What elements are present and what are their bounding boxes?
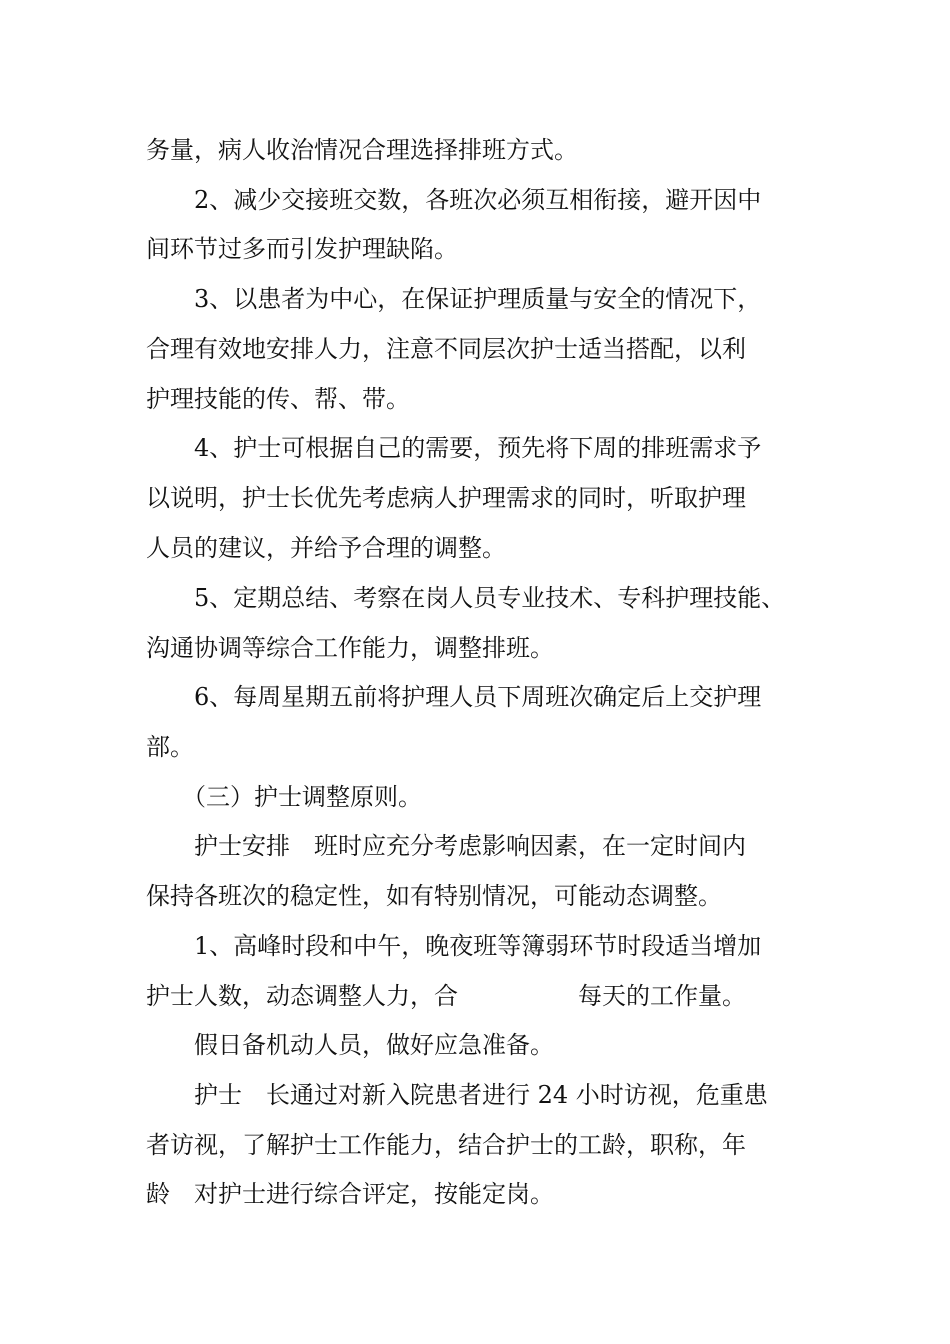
text-line: 护士 长通过对新入院患者进行 24 小时访视，危重患 xyxy=(194,1081,768,1109)
text-line: 者访视，了解护士工作能力，结合护士的工龄，职称，年 xyxy=(146,1131,746,1159)
text-line: 以说明，护士长优先考虑病人护理需求的同时，听取护理 xyxy=(146,484,746,512)
text-line: 人员的建议，并给予合理的调整。 xyxy=(146,534,506,562)
text-line: 4、护士可根据自己的需要，预先将下周的排班需求予 xyxy=(194,434,762,462)
text-line: 1、高峰时段和中午，晚夜班等簿弱环节时段适当增加 xyxy=(194,932,762,960)
text-line: 6、每周星期五前将护理人员下周班次确定后上交护理 xyxy=(194,683,762,711)
text-line: 合理有效地安排人力，注意不同层次护士适当搭配，以利 xyxy=(146,335,746,363)
text-line: 5、定期总结、考察在岗人员专业技术、专科护理技能、 xyxy=(194,584,786,612)
text-line: 护士人数，动态调整人力，合 每天的工作量。 xyxy=(146,982,746,1010)
text-line: 务量，病人收治情况合理选择排班方式。 xyxy=(146,136,578,164)
text-line: 2、减少交接班交数，各班次必须互相衔接，避开因中 xyxy=(194,186,762,214)
text-line: 龄 对护士进行综合评定，按能定岗。 xyxy=(146,1180,554,1208)
text-line: 护理技能的传、帮、带。 xyxy=(146,385,410,413)
text-line: 护士安排 班时应充分考虑影响因素，在一定时间内 xyxy=(194,832,746,860)
text-line: 部。 xyxy=(146,733,194,761)
section-heading: （三）护士调整原则。 xyxy=(182,783,422,811)
text-line: 沟通协调等综合工作能力，调整排班。 xyxy=(146,634,554,662)
text-line: 保持各班次的稳定性，如有特别情况，可能动态调整。 xyxy=(146,882,722,910)
text-line: 3、以患者为中心，在保证护理质量与安全的情况下， xyxy=(194,285,762,313)
text-line: 假日备机动人员，做好应急准备。 xyxy=(194,1031,554,1059)
text-line: 间环节过多而引发护理缺陷。 xyxy=(146,235,458,263)
